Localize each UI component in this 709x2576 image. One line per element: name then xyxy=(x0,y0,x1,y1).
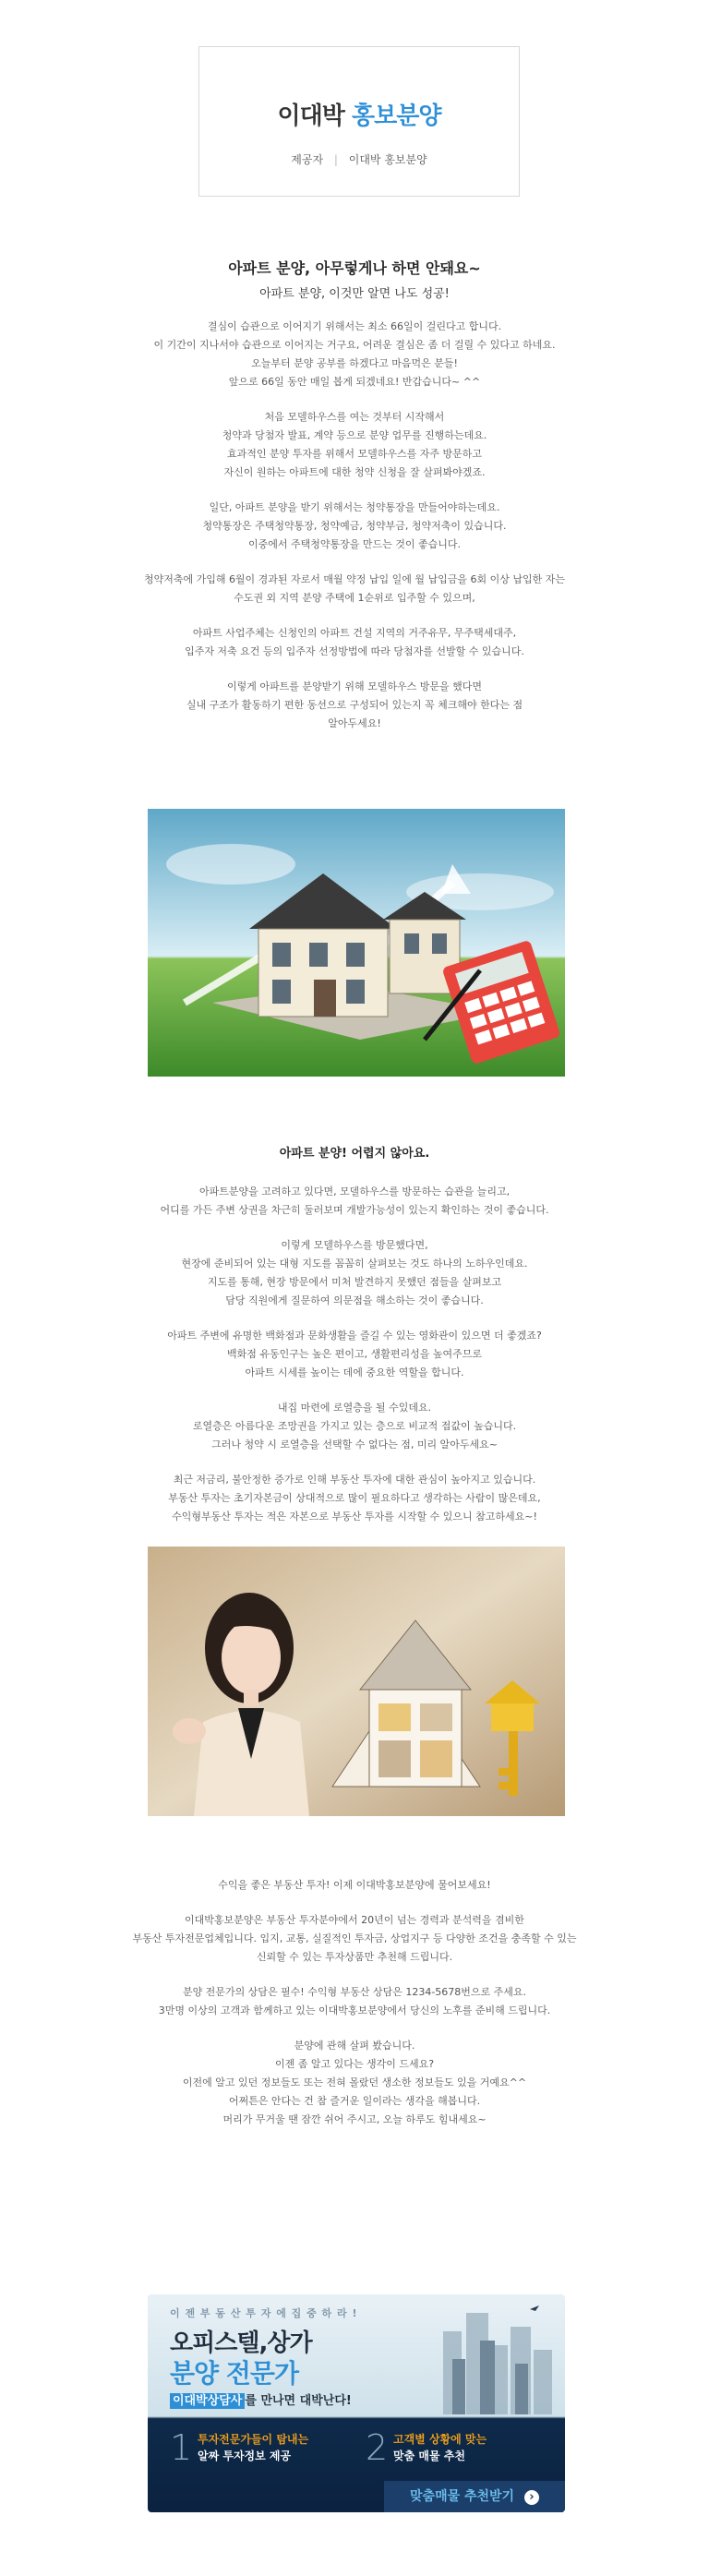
text-line: 이렇게 모델하우스를 방문했다면, xyxy=(281,1239,428,1251)
text-line: 아파트 사업주체는 신청인의 아파트 건설 지역의 거주유무, 무주택세대주, xyxy=(192,627,517,639)
section1-paragraph xyxy=(37,571,672,608)
text-line: 수도권 외 지역 분양 주택에 1순위로 입주할 수 있으며, xyxy=(234,592,475,604)
text-line: 부동산 투자는 초기자본금이 상대적으로 많이 필요하다고 생각하는 사람이 많은데요, xyxy=(168,1492,541,1504)
section2-paragraph xyxy=(37,1471,672,1526)
text-line: 그러나 청약 시 로열층을 선택할 수 없다는 점, 미리 알아두세요~ xyxy=(211,1438,498,1451)
banner-feature-2 xyxy=(366,2427,550,2468)
feature-2-number: 2 xyxy=(366,2427,389,2468)
text-line: 3만명 이상의 고객과 함께하고 있는 이대박홍보분양에서 당신의 노후를 준비해 드립니다. xyxy=(158,2004,551,2016)
section-1 xyxy=(37,257,672,750)
section-3 xyxy=(37,1876,672,2146)
banner-top-line: 이 젠 부 동 산 투 자 에 집 중 하 라 ! xyxy=(170,2307,358,2319)
feature-1-accent: 투자전문가들이 탐내는 xyxy=(198,2433,309,2446)
text-line: 실내 구조가 활동하기 편한 동선으로 구성되어 있는지 꼭 체크해야 한다는 점 xyxy=(186,699,523,711)
text-line: 오늘부터 분양 공부를 하겠다고 마음먹은 분들! xyxy=(251,357,458,369)
text-line: 이대박홍보분양은 부동산 투자분야에서 20년이 넘는 경력과 분석력을 겸비한 xyxy=(185,1914,524,1926)
page-title-accent: 홍보분양 xyxy=(351,102,441,130)
section1-paragraph xyxy=(37,624,672,661)
text-line: 일단, 아파트 분양을 받기 위해서는 청약통장을 만들어야하는데요. xyxy=(209,501,500,513)
text-line: 입주자 저축 요건 등의 입주자 선정방법에 따라 당첨자를 선발할 수 있습니다. xyxy=(185,645,524,657)
title-box xyxy=(198,46,520,197)
recommend-button[interactable] xyxy=(384,2481,565,2512)
section-1-body xyxy=(37,318,672,733)
section-1-heading: 아파트 분양, 아무렇게나 하면 안돼요~ xyxy=(228,259,481,277)
text-line: 자신이 원하는 아파트에 대한 청약 신청을 잘 살펴봐야겠죠. xyxy=(223,466,486,478)
text-line: 분양에 관해 살펴 봤습니다. xyxy=(294,2040,415,2052)
house-calculator-image xyxy=(148,809,565,1077)
text-line: 현장에 준비되어 있는 대형 지도를 꼼꼼히 살펴보는 것도 하나의 노하우인데요. xyxy=(181,1258,528,1270)
recommend-button-label: 맞춤매물 추천받기 xyxy=(410,2489,515,2504)
feature-2-accent: 고객별 상황에 맞는 xyxy=(393,2433,487,2446)
section-1-subheading: 아파트 분양, 이것만 알면 나도 성공! xyxy=(259,287,450,301)
text-line: 결심이 습관으로 이어지기 위해서는 최소 66일이 걸린다고 합니다. xyxy=(207,320,502,332)
section-3-body xyxy=(37,1876,672,2129)
text-line: 어디를 가든 주변 상권을 차근히 둘러보며 개발가능성이 있는지 확인하는 것이 좋습니다. xyxy=(160,1204,549,1216)
banner-title-line2: 분양 전문가 xyxy=(170,2358,298,2389)
text-line: 머리가 무거울 땐 잠깐 쉬어 주시고, 오늘 하루도 힘내세요~ xyxy=(222,2113,487,2125)
text-line: 신뢰할 수 있는 투자상품만 추천해 드립니다. xyxy=(256,1951,453,1963)
text-line: 어쩌튼은 안다는 건 참 즐거운 일이라는 생각을 해봅니다. xyxy=(228,2095,481,2107)
section3-paragraph xyxy=(37,1911,672,1967)
text-line: 로열층은 아름다운 조망권을 가지고 있는 층으로 비교적 접값이 높습니다. xyxy=(192,1420,517,1432)
text-line: 담당 직원에게 질문하여 의문점을 해소하는 것이 좋습니다. xyxy=(225,1294,484,1306)
banner-title-line1: 오피스텔,상가 xyxy=(170,2329,312,2357)
text-line: 청약과 당첨자 발표, 계약 등으로 분양 업무를 진행하는데요. xyxy=(222,429,487,441)
text-line: 이전에 알고 있던 정보들도 또는 전혀 몰랐던 생소한 정보들도 있을 거예요^^ xyxy=(182,2076,527,2088)
provider-value: 이대박 홍보분양 xyxy=(348,153,427,166)
section-2 xyxy=(37,1143,672,1543)
provider-separator: | xyxy=(333,153,338,166)
text-line: 지도를 통해, 현장 방문에서 미처 발견하지 못했던 점들을 살펴보고 xyxy=(207,1276,502,1288)
text-line: 알아두세요! xyxy=(328,717,381,729)
section1-paragraph xyxy=(37,499,672,554)
house-calculator-illustration xyxy=(148,809,565,1077)
page-title-plain: 이대박 xyxy=(277,102,344,130)
provider-line xyxy=(199,151,519,167)
promo-banner[interactable] xyxy=(148,2294,565,2512)
text-line: 이젠 좀 알고 있다는 생각이 드세요? xyxy=(274,2058,435,2070)
banner-feature-1 xyxy=(170,2427,354,2468)
text-line: 아파트분양을 고려하고 있다면, 모델하우스를 방문하는 습관을 늘리고, xyxy=(198,1186,511,1198)
text-line: 처음 모델하우스를 여는 것부터 시작해서 xyxy=(264,411,445,423)
section2-paragraph xyxy=(37,1236,672,1310)
section2-paragraph xyxy=(37,1327,672,1382)
woman-house-key-illustration xyxy=(148,1547,565,1816)
banner-subtitle-accent: 이대박상담사 xyxy=(170,2393,245,2409)
text-line: 이중에서 주택청약통장을 만드는 것이 좋습니다. xyxy=(247,538,461,550)
section3-paragraph xyxy=(37,2037,672,2129)
banner-subtitle xyxy=(170,2390,352,2408)
text-line: 효과적인 분양 투자를 위해서 모델하우스를 자주 방문하고 xyxy=(226,448,482,460)
text-line: 부동산 투자전문업체입니다. 입지, 교통, 실질적인 투자금, 상업지구 등 다양한 조건을 충족할 수 있는 xyxy=(132,1932,577,1944)
banner-subtitle-rest: 를 만나면 대박난다! xyxy=(245,2394,352,2408)
feature-2-rest: 맞춤 매물 추천 xyxy=(393,2450,465,2462)
feature-1-rest: 알짜 투자정보 제공 xyxy=(198,2450,292,2462)
text-line: 아파트 주변에 유명한 백화점과 문화생활을 즐길 수 있는 영화관이 있으면 더 좋겠죠? xyxy=(167,1330,542,1342)
section1-paragraph xyxy=(37,318,672,391)
section2-paragraph xyxy=(37,1399,672,1454)
feature-1-number: 1 xyxy=(170,2427,193,2468)
page-title xyxy=(199,97,519,131)
provider-label: 제공자 xyxy=(291,153,324,166)
text-line: 내집 마련에 로열층을 될 수있데요. xyxy=(277,1402,432,1414)
text-line: 수익을 좋은 부동산 투자! 이제 이대박홍보분양에 물어보세요! xyxy=(218,1879,491,1891)
woman-house-key-image xyxy=(148,1547,565,1816)
chevron-right-icon: › xyxy=(524,2490,539,2505)
section1-paragraph xyxy=(37,408,672,482)
text-line: 백화점 유동인구는 높은 편이고, 생활편리성을 높여주므로 xyxy=(226,1348,482,1360)
text-line: 청약저축에 가입해 6월이 경과된 자로서 매월 약정 납입 일에 월 납입금을 6회 이상 납입한 자는 xyxy=(143,573,566,585)
text-line: 청약통장은 주택청약통장, 청약예금, 청약부금, 청약저축이 있습니다. xyxy=(202,520,507,532)
text-line: 이렇게 아파트를 분양받기 위해 모델하우스 방문을 했다면 xyxy=(226,680,482,692)
text-line: 아파트 시세를 높이는 데에 중요한 역할을 합니다. xyxy=(245,1366,464,1378)
section3-paragraph xyxy=(37,1876,672,1895)
section2-paragraph xyxy=(37,1183,672,1220)
section-2-heading: 아파트 분양! 어렵지 않아요. xyxy=(279,1147,430,1161)
text-line: 이 기간이 지나서야 습관으로 이어지는 거구요, 어려운 결심은 좀 더 걸릴 수 있다고 하네요. xyxy=(153,339,556,351)
text-line: 수익형부동산 투자는 적은 자본으로 부동산 투자를 시작할 수 있으니 참고하세요~! xyxy=(172,1511,537,1523)
section3-paragraph xyxy=(37,1983,672,2020)
section-2-body xyxy=(37,1183,672,1526)
text-line: 분양 전문가의 상담은 필수! 수익형 부동산 상담은 1234-5678번으로 주세요. xyxy=(182,1986,527,1998)
section1-paragraph xyxy=(37,678,672,733)
text-line: 앞으로 66일 동안 매일 봅게 되겠네요! 반갑습니다~ ^^ xyxy=(228,376,481,388)
text-line: 최근 저금리, 불안정한 증가로 인해 부동산 투자에 대한 관심이 높아지고 있습니다. xyxy=(173,1474,536,1486)
